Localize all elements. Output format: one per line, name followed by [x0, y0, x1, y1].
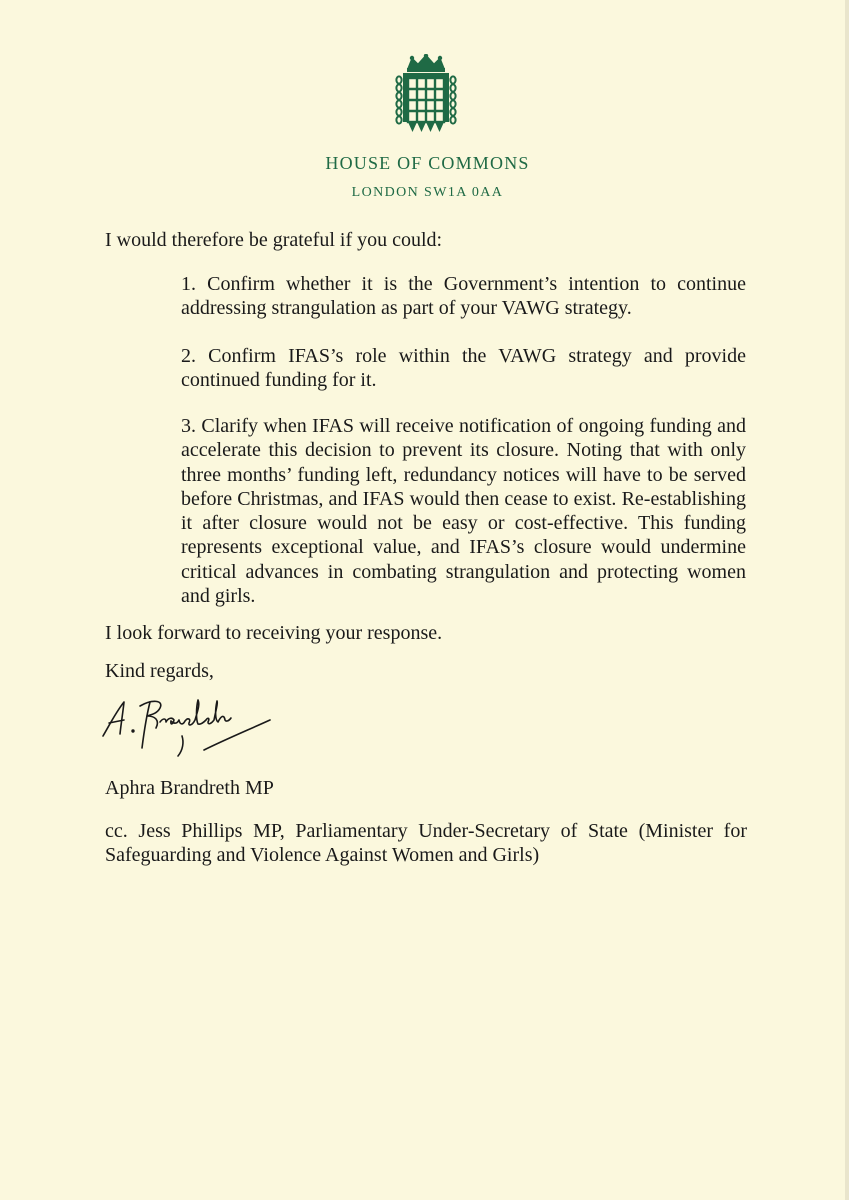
page-edge: [845, 0, 849, 1200]
request-item-1: 1. Confirm whether it is the Government’s intention to continue addressing strangulation as part of your VAWG strategy.: [181, 273, 746, 320]
request-item-3: 3. Clarify when IFAS will receive notification of ongoing funding and accelerate this decision to prevent its closure. Noting that with only three months’ funding left, redundancy notices will have to be served before Christmas, and IFAS would then cease to exist. Re-establishing it after closure would not be easy or cost-effective. This funding represents exceptional value, and IFAS’s closure would undermine critical advances in combating strangulation and protecting women and girls.: [181, 415, 746, 608]
sign-off: Kind regards,: [105, 660, 214, 682]
signature-image: [100, 690, 280, 758]
cc-line: cc. Jess Phillips MP, Parliamentary Under-Secretary of State (Minister for Safeguarding and Violence Against Women and Girls): [105, 820, 747, 867]
institution-address: LONDON SW1A 0AA: [351, 185, 504, 200]
portcullis-icon: [394, 54, 458, 136]
institution-name: HOUSE OF COMMONS: [325, 153, 530, 173]
signatory-name: Aphra Brandreth MP: [105, 777, 274, 799]
request-item-2: 2. Confirm IFAS’s role within the VAWG strategy and provide continued funding for it.: [181, 345, 746, 392]
intro-line: I would therefore be grateful if you could:: [105, 229, 443, 251]
closing-line: I look forward to receiving your response.: [105, 622, 443, 644]
